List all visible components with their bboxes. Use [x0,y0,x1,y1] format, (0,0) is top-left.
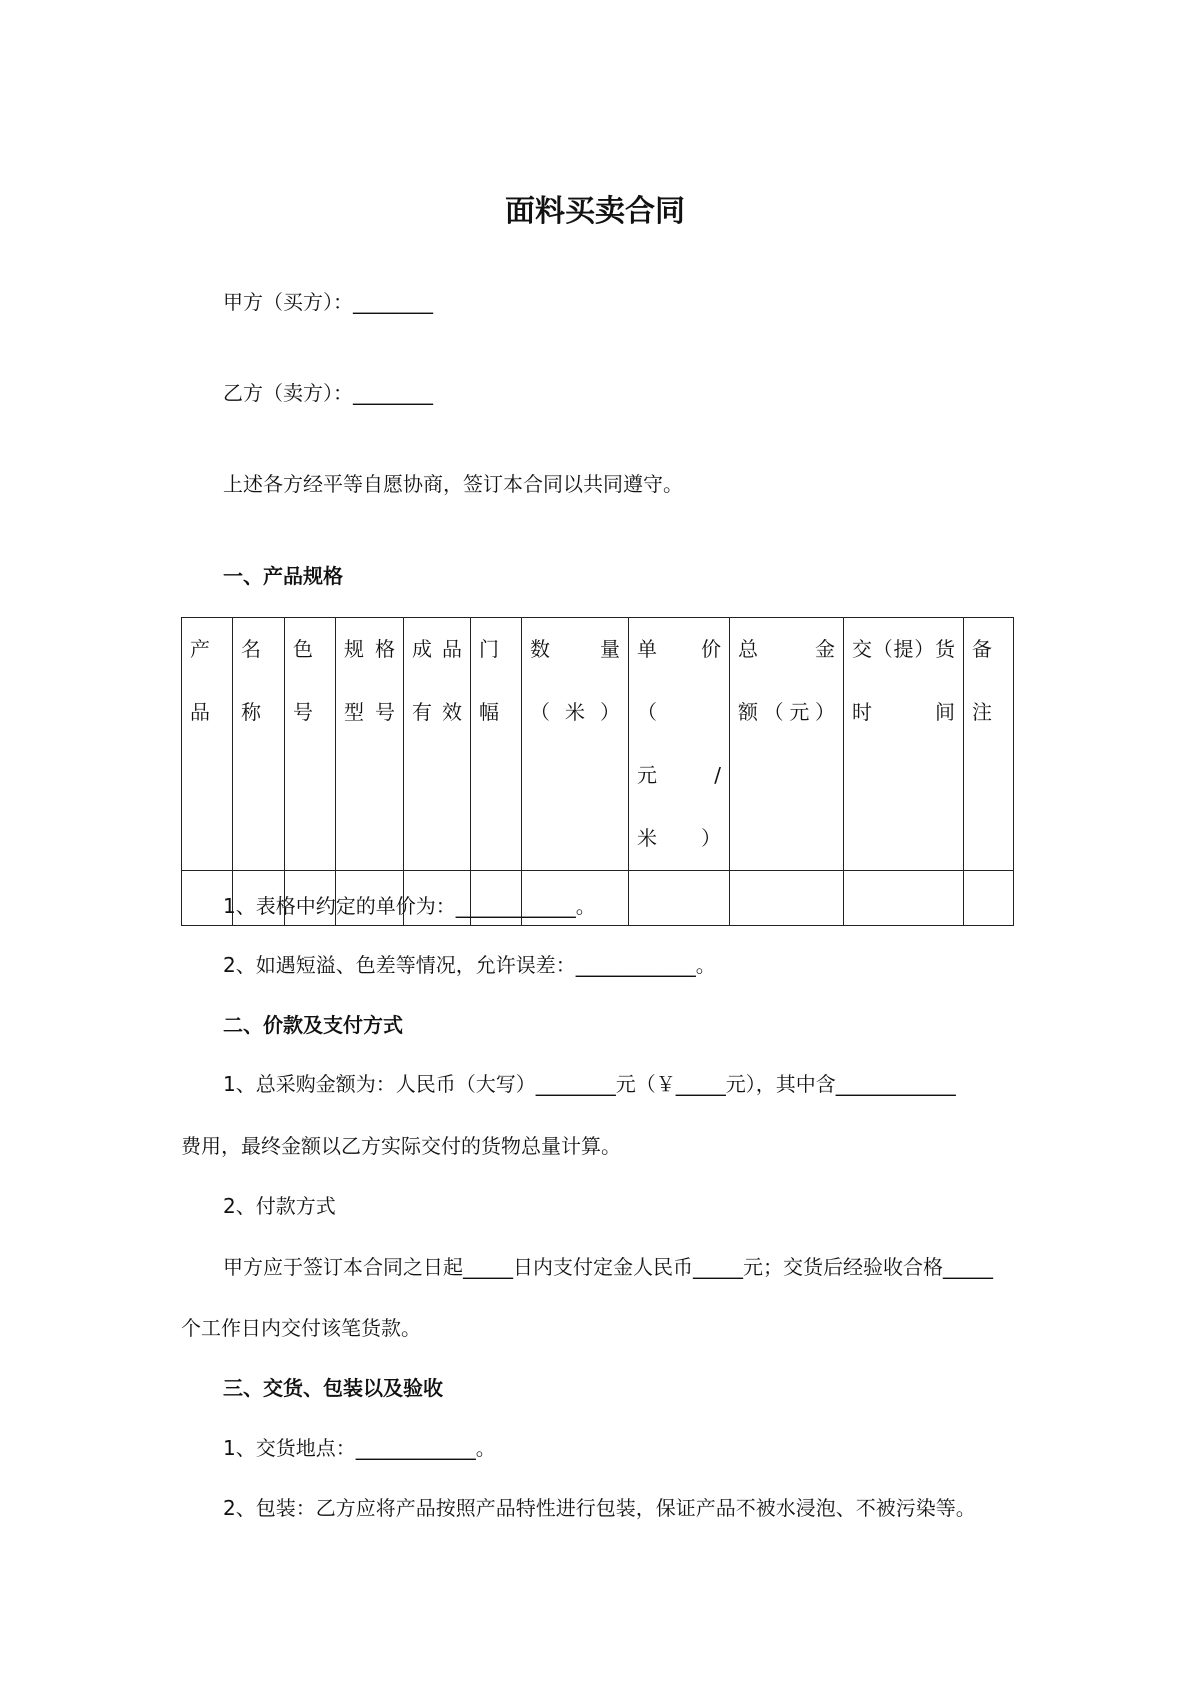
header-cell-spec: 规格型号 [336,618,404,871]
table-cell [844,871,964,926]
header-cell-remarks: 备注 [964,618,1014,871]
header-cell-delivery-time: 交（提）货时间 [844,618,964,871]
table-cell [730,871,844,926]
payment-line2: 个工作日内交付该笔货款。 [181,1316,421,1340]
header-cell-product: 产品 [182,618,233,871]
section1-item2: 2、如遇短溢、色差等情况，允许误差：____________。 [223,953,716,977]
header-cell-name: 名称 [233,618,285,871]
section2-heading: 二、价款及支付方式 [223,1013,403,1037]
table-cell [629,871,730,926]
table-header-row [182,618,1014,871]
intro-text: 上述各方经平等自愿协商，签订本合同以共同遵守。 [223,472,683,496]
section2-item1-line1: 1、总采购金额为：人民币（大写）________元（￥_____元），其中含____________ [223,1072,956,1096]
header-cell-unit-price: 单 价（ 元 / 米） [629,618,730,871]
header-cell-color: 色号 [285,618,336,871]
party-a-line: 甲方（买方）：________ [223,290,433,314]
header-cell-quantity: 数 量（米） [522,618,629,871]
document-title: 面料买卖合同 [505,194,685,229]
section3-item1: 1、交货地点：____________。 [223,1436,496,1460]
section2-item1-line2: 费用，最终金额以乙方实际交付的货物总量计算。 [181,1134,621,1158]
header-cell-finished: 成品有效 [404,618,471,871]
header-cell-total: 总 金 额（元） [730,618,844,871]
product-spec-table [181,617,1014,926]
table-cell [964,871,1014,926]
party-b-line: 乙方（卖方）：________ [223,381,433,405]
section3-heading: 三、交货、包装以及验收 [223,1376,443,1400]
section3-item2: 2、包装：乙方应将产品按照产品特性进行包装，保证产品不被水浸泡、不被污染等。 [223,1496,976,1520]
header-cell-width: 门幅 [471,618,522,871]
section2-item2: 2、付款方式 [223,1194,336,1218]
section1-heading: 一、产品规格 [223,564,343,588]
section1-item1: 1、表格中约定的单价为：____________。 [223,894,596,918]
payment-line1: 甲方应于签订本合同之日起_____日内支付定金人民币_____元；交货后经验收合格_____ [223,1255,993,1279]
